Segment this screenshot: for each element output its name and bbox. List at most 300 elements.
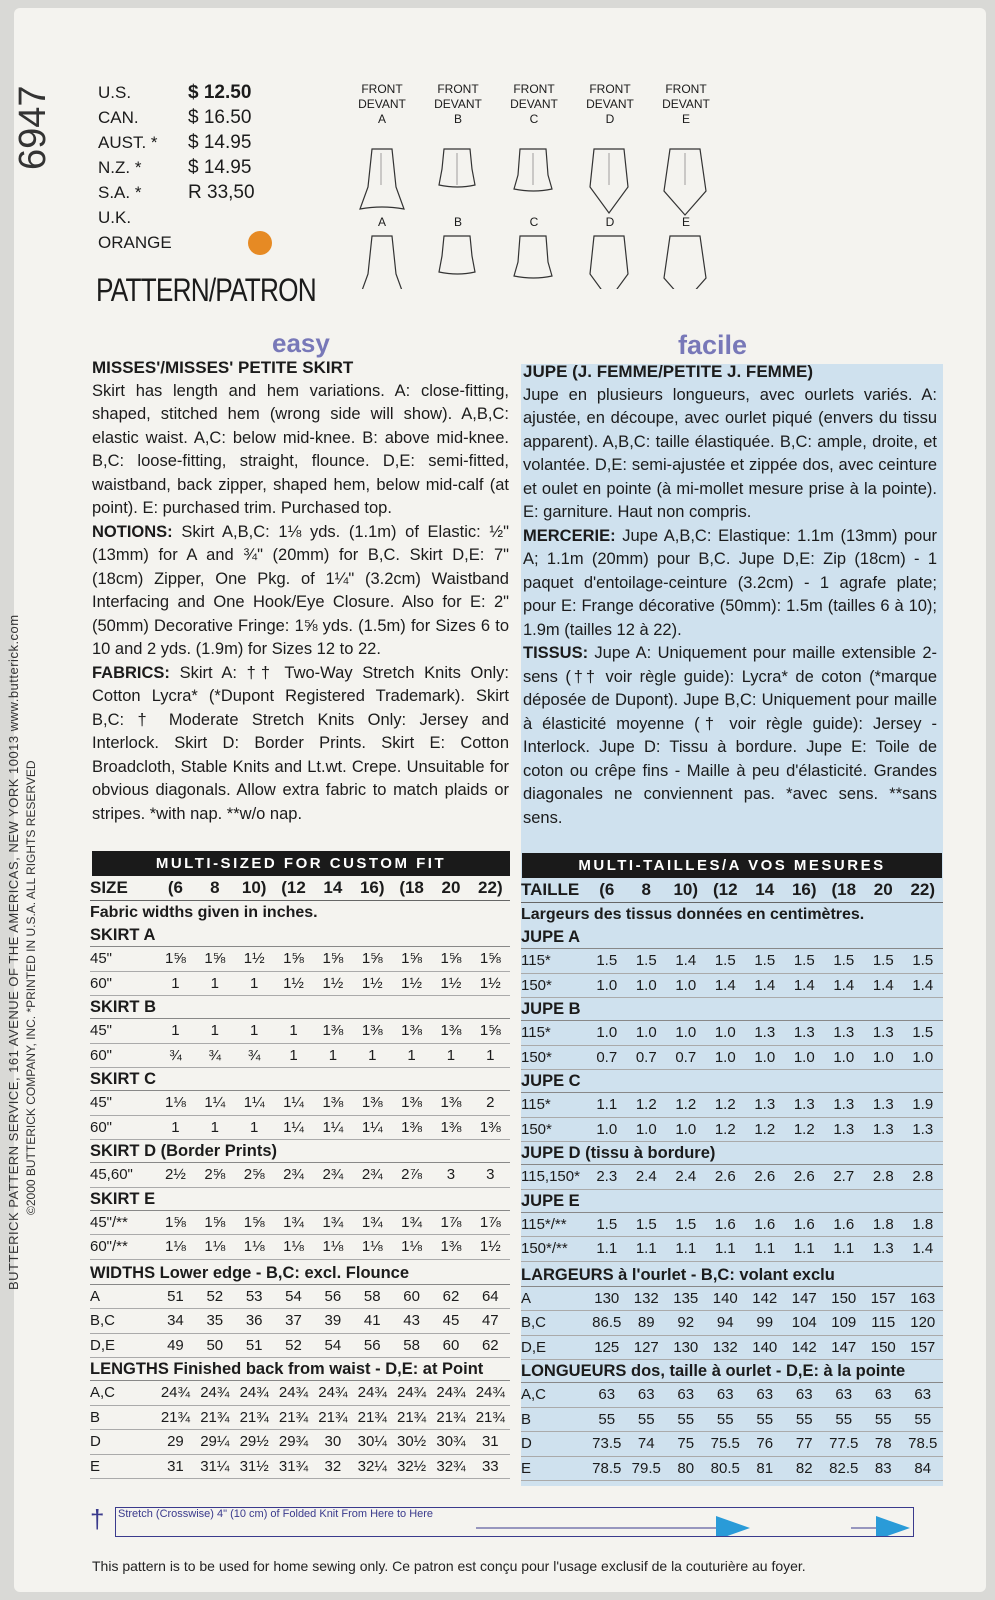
- yardage-cell: 1.1: [635, 1240, 657, 1258]
- length-cell: 21¾: [278, 1408, 309, 1426]
- length-cell: 78.5: [592, 1459, 622, 1477]
- yardage-row: [90, 1163, 510, 1188]
- yardage-cell: 1⅝: [204, 1213, 226, 1231]
- yardage-row: [521, 1213, 943, 1238]
- yardage-cell: 1⅜: [361, 1094, 383, 1112]
- width-cell: 49: [167, 1336, 184, 1354]
- price-row: [98, 180, 272, 205]
- fabric-width: 115*: [521, 952, 551, 970]
- yardage-cell: 1.1: [675, 1240, 697, 1258]
- yardage-cell: 1½: [479, 974, 501, 992]
- english-notions: NOTIONS: Skirt A,B,C: 1⅛ yds. (1.1m) of Elastic: ½" (13mm) for A and ¾" (20mm) for B,C. Skirt D,E: 7" (18cm) Zipper, One Pkg. of 1¼" (3.2cm) Waistband Interfacing and One Hook/Eye Closure. Also for E: 2" (50mm) Decorative Fringe: 1⅝ yds. (1.5m) for Sizes 6 to 10 and 2 yds. (1.9m) for Sizes 12 to 22.: [92, 522, 509, 658]
- length-cell: 30½: [397, 1433, 427, 1451]
- fabric-width: 150*: [521, 976, 552, 994]
- back-view-c: [502, 215, 566, 289]
- length-cell: 77.5: [829, 1435, 859, 1453]
- width-cell: 60: [442, 1336, 460, 1354]
- fabric-width: 115,150*: [521, 1168, 580, 1186]
- fabric-widths-note: Largeurs des tissus données en centimètres.: [521, 906, 865, 923]
- yardage-cell: 1.1: [714, 1240, 736, 1258]
- yardage-row: [90, 972, 510, 997]
- width-cell: 130: [673, 1338, 699, 1356]
- yardage-cell: 1⅝: [165, 950, 186, 968]
- width-cell: 147: [831, 1338, 857, 1356]
- length-cell: 31: [167, 1457, 184, 1475]
- yardage-cell: 1⅛: [243, 1238, 265, 1256]
- yardage-cell: 2⅞: [401, 1166, 423, 1184]
- yardage-row: [521, 1046, 943, 1071]
- yardage-cell: 1⅜: [401, 1022, 423, 1040]
- width-cell: 99: [756, 1314, 774, 1332]
- length-cell: 32¼: [357, 1457, 387, 1475]
- yardage-row: [521, 1021, 943, 1046]
- size-cell: (12: [281, 878, 306, 897]
- length-cell: 21¾: [436, 1408, 466, 1426]
- stretch-gauge-text: Stretch (Crosswise) 4" (10 cm) of Folded Knit From Here to Here: [118, 1508, 434, 1520]
- yardage-cell: 1.1: [596, 1096, 618, 1114]
- yardage-cell: 0.7: [635, 1048, 657, 1066]
- length-row: [90, 1406, 510, 1431]
- length-cell: 24¾: [436, 1384, 466, 1402]
- length-cell: 55: [716, 1410, 734, 1428]
- yardage-cell: 1.0: [675, 1024, 697, 1042]
- yardage-cell: 1¼: [283, 1094, 304, 1112]
- length-cell: 24¾: [475, 1384, 505, 1402]
- yardage-cell: 1¼: [361, 1118, 383, 1136]
- length-cell: 63: [756, 1386, 774, 1404]
- yardage-cell: 1⅜: [440, 1238, 462, 1256]
- yardage-cell: 1.6: [714, 1215, 736, 1233]
- yardage-cell: 1.0: [596, 1024, 618, 1042]
- size-cell: (6: [599, 880, 615, 899]
- length-cell: 31½: [239, 1457, 269, 1475]
- back-view-d: [578, 215, 642, 289]
- yardage-cell: 1¼: [283, 1118, 304, 1136]
- width-view: A: [90, 1287, 101, 1305]
- price-row: [98, 155, 272, 180]
- price-country: ORANGE: [98, 232, 172, 252]
- length-cell: 31¼: [200, 1457, 230, 1475]
- yardage-cell: 1⅜: [440, 1118, 462, 1136]
- yardage-cell: 1.0: [596, 976, 618, 994]
- yardage-cell: 1⅛: [204, 1238, 226, 1256]
- yardage-cell: 1.6: [833, 1215, 855, 1233]
- width-cell: 43: [403, 1312, 420, 1330]
- length-cell: 29¾: [278, 1433, 309, 1451]
- yardage-cell: 1⅜: [322, 1094, 344, 1112]
- fabric-width: 115*: [521, 1096, 551, 1114]
- yardage-cell: 1.0: [635, 1024, 657, 1042]
- width-cell: 127: [633, 1338, 659, 1356]
- yardage-cell: 1⅜: [361, 1022, 383, 1040]
- yardage-cell: 1½: [440, 974, 462, 992]
- yardage-cell: 1.5: [793, 952, 815, 970]
- yardage-cell: 1.8: [912, 1215, 934, 1233]
- length-cell: 55: [874, 1410, 892, 1428]
- width-cell: 140: [752, 1338, 778, 1356]
- yardage-cell: 1.0: [912, 1048, 934, 1066]
- price-value: $ 14.95: [188, 131, 252, 153]
- yardage-row: [521, 974, 943, 999]
- yardage-cell: 1: [407, 1046, 416, 1064]
- french-desc: Jupe en plusieurs longueurs, avec ourlets variés. A: ajustée, en découpe, avec ourlet piqué (envers du tissu apparent). A,B,C: taille élastiquée. B,C: ample, droite, et volantée. D,E: semi-ajustée et zippée dos, avec ceinture et oulet en pointe (à mi-mollet mesure prise à la pointe). E: garniture. Haut non compris.: [523, 385, 937, 521]
- yardage-cell: 1½: [243, 950, 265, 968]
- length-cell: 30¾: [436, 1433, 466, 1451]
- yardage-cell: 1.2: [675, 1096, 697, 1114]
- fabric-widths-note: Fabric widths given in inches.: [90, 904, 318, 921]
- size-cell: 8: [641, 880, 651, 899]
- pattern-label: PATTERN/PATRON: [96, 272, 316, 308]
- yardage-cell: 1.4: [912, 1240, 934, 1258]
- length-cell: 63: [914, 1386, 932, 1404]
- view-group-title: SKIRT D (Border Prints): [90, 1140, 510, 1163]
- fabric-width: 115*: [521, 1024, 551, 1042]
- yardage-cell: 1½: [283, 974, 304, 992]
- yardage-cell: 1.5: [596, 1215, 618, 1233]
- yardage-cell: 1⅜: [401, 1094, 423, 1112]
- french-size-bar: MULTI-TAILLES/A VOS MESURES: [522, 853, 942, 878]
- size-cell: 22): [478, 878, 503, 897]
- yardage-cell: 1¾: [283, 1213, 304, 1231]
- size-cell: (18: [399, 878, 424, 897]
- width-cell: 39: [324, 1312, 342, 1330]
- yardage-cell: 3: [486, 1166, 495, 1184]
- yardage-row: [90, 1211, 510, 1236]
- yardage-cell: 2.6: [714, 1168, 736, 1186]
- yardage-cell: 1: [486, 1046, 495, 1064]
- length-cell: 29¼: [200, 1433, 230, 1451]
- yardage-cell: 1: [210, 974, 219, 992]
- yardage-row: [90, 1091, 510, 1116]
- width-cell: 150: [870, 1338, 896, 1356]
- length-row: [90, 1430, 510, 1455]
- yardage-cell: ¾: [208, 1046, 222, 1064]
- yardage-cell: 1: [171, 1118, 180, 1136]
- yardage-cell: 1.0: [754, 1048, 776, 1066]
- fabric-width: 45,60": [90, 1166, 133, 1184]
- yardage-cell: 1.0: [675, 1120, 697, 1138]
- width-row: [521, 1336, 943, 1361]
- yardage-cell: 1⅞: [479, 1213, 501, 1231]
- width-cell: 157: [910, 1338, 936, 1356]
- yardage-cell: 1⅛: [165, 1094, 186, 1112]
- yardage-cell: 1.1: [793, 1240, 815, 1258]
- yardage-cell: 1¼: [204, 1094, 226, 1112]
- yardage-cell: 1⅜: [322, 1022, 344, 1040]
- yardage-cell: 1⅜: [440, 1022, 462, 1040]
- yardage-cell: 1½: [479, 1238, 501, 1256]
- width-cell: 89: [637, 1314, 655, 1332]
- yardage-cell: 2.4: [635, 1168, 657, 1186]
- size-cell: 10): [241, 878, 267, 897]
- yardage-cell: 1: [210, 1022, 219, 1040]
- yardage-cell: 0.7: [675, 1048, 697, 1066]
- view-letter: D: [605, 215, 615, 229]
- yardage-cell: 1.5: [833, 952, 855, 970]
- size-label: SIZE: [90, 878, 128, 897]
- yardage-cell: 1.0: [714, 1024, 736, 1042]
- width-row: [521, 1311, 943, 1336]
- length-cell: 24¾: [239, 1384, 269, 1402]
- yardage-cell: 1.5: [635, 1215, 657, 1233]
- yardage-cell: 1¾: [361, 1213, 383, 1231]
- length-cell: 63: [874, 1386, 892, 1404]
- length-cell: 21¾: [397, 1408, 427, 1426]
- yardage-row: [521, 1237, 943, 1262]
- width-cell: 86.5: [592, 1314, 622, 1332]
- view-letter: E: [681, 112, 690, 126]
- width-cell: 147: [791, 1289, 817, 1307]
- french-description: [523, 360, 937, 830]
- fabric-width: 60": [90, 974, 113, 992]
- yardage-cell: 2.3: [596, 1168, 618, 1186]
- length-row: [521, 1432, 943, 1457]
- stretch-gauge-arrows: [116, 1508, 911, 1536]
- price-country: U.K.: [98, 207, 132, 227]
- width-view: D,E: [90, 1336, 116, 1354]
- yardage-cell: 1.0: [635, 1120, 657, 1138]
- fabric-width: 115*/**: [521, 1215, 567, 1233]
- length-cell: 32: [324, 1457, 342, 1475]
- view-group-title: JUPE E: [521, 1190, 943, 1213]
- length-row: [521, 1383, 943, 1408]
- skirt-back-drawing: [654, 194, 718, 289]
- yardage-cell: 1.0: [833, 1048, 855, 1066]
- width-cell: 53: [245, 1287, 263, 1305]
- yardage-cell: 1⅛: [165, 1238, 186, 1256]
- width-cell: 150: [831, 1289, 857, 1307]
- lengths-title: LENGTHS Finished back from waist - D,E: at Point: [90, 1358, 510, 1381]
- yardage-cell: 1: [249, 1022, 259, 1040]
- width-row: [90, 1309, 510, 1334]
- length-cell: 31¾: [278, 1457, 309, 1475]
- yardage-row: [90, 1044, 510, 1069]
- width-cell: 58: [403, 1336, 420, 1354]
- length-cell: 33: [481, 1457, 499, 1475]
- price-country: S.A. *: [98, 182, 142, 202]
- view-group-title: SKIRT A: [90, 924, 510, 947]
- yardage-cell: 1.5: [596, 952, 618, 970]
- yardage-cell: 2¾: [322, 1166, 344, 1184]
- fabric-width: 45": [90, 1094, 113, 1112]
- skirt-back-drawing: [426, 194, 490, 289]
- yardage-cell: 1¼: [243, 1094, 265, 1112]
- length-cell: 75: [677, 1435, 695, 1453]
- yardage-cell: 1.4: [833, 976, 855, 994]
- width-cell: 56: [363, 1336, 381, 1354]
- width-cell: 115: [871, 1314, 896, 1332]
- length-cell: 63: [835, 1386, 853, 1404]
- yardage-cell: 1⅜: [440, 1094, 462, 1112]
- fabric-width: 150*/**: [521, 1240, 568, 1258]
- length-cell: 55: [835, 1410, 853, 1428]
- yardage-cell: 1.9: [912, 1096, 934, 1114]
- size-cell: 16): [359, 878, 385, 897]
- back-view-e: [654, 215, 718, 289]
- length-cell: 24¾: [278, 1384, 309, 1402]
- length-cell: 79.5: [631, 1459, 661, 1477]
- length-cell: 31: [481, 1433, 499, 1451]
- skirt-back-drawing: [350, 194, 414, 289]
- length-cell: 63: [677, 1386, 695, 1404]
- pattern-number: 6947: [12, 85, 54, 170]
- yardage-cell: 1⅝: [165, 1213, 186, 1231]
- width-cell: 92: [677, 1314, 695, 1332]
- fabric-width: 45": [90, 1022, 113, 1040]
- length-cell: 30: [324, 1433, 342, 1451]
- view-letter: A: [377, 112, 386, 126]
- length-cell: 21¾: [318, 1408, 348, 1426]
- size-cell: 14: [755, 880, 775, 899]
- english-description: [92, 356, 509, 826]
- fabric-width: 150*: [521, 1120, 552, 1138]
- yardage-cell: 1⅝: [243, 1213, 265, 1231]
- yardage-cell: 1.3: [793, 1024, 815, 1042]
- yardage-cell: 1.0: [793, 1048, 815, 1066]
- length-cell: 29: [167, 1433, 184, 1451]
- size-cell: (6: [167, 878, 183, 897]
- width-cell: 34: [167, 1312, 184, 1330]
- yardage-cell: 1¼: [322, 1118, 344, 1136]
- width-cell: 51: [245, 1336, 263, 1354]
- length-row: [90, 1455, 510, 1480]
- view-letter: E: [681, 215, 690, 229]
- width-cell: 56: [324, 1287, 342, 1305]
- yardage-cell: 2¾: [283, 1166, 304, 1184]
- english-yardage-table: [90, 876, 510, 1479]
- yardage-cell: 1.3: [872, 1240, 894, 1258]
- width-cell: 125: [594, 1338, 620, 1356]
- yardage-cell: 1: [328, 1046, 338, 1064]
- yardage-cell: 1⅜: [479, 1118, 501, 1136]
- yardage-cell: 1: [171, 974, 180, 992]
- yardage-cell: 1: [249, 974, 259, 992]
- width-cell: 132: [633, 1289, 659, 1307]
- yardage-row: [521, 1165, 943, 1190]
- length-cell: 30¼: [357, 1433, 387, 1451]
- yardage-cell: 1.4: [675, 952, 697, 970]
- yardage-cell: 1: [446, 1046, 456, 1064]
- length-cell: 29½: [239, 1433, 269, 1451]
- yardage-cell: 1.2: [754, 1120, 776, 1138]
- yardage-cell: 1⅜: [401, 1118, 423, 1136]
- facile-label: facile: [678, 330, 748, 360]
- length-cell: 32½: [397, 1457, 427, 1475]
- length-cell: 63: [795, 1386, 813, 1404]
- length-view: D: [521, 1435, 532, 1453]
- view-devant: DEVANT: [586, 97, 634, 111]
- length-cell: 55: [795, 1410, 813, 1428]
- price-value: $ 14.95: [188, 156, 252, 178]
- view-letter: D: [605, 112, 615, 126]
- yardage-cell: 1.3: [833, 1096, 855, 1114]
- copyright-notice: ©2000 BUTTERICK COMPANY, INC. *PRINTED IN U.S.A. ALL RIGHTS RESERVED: [24, 760, 38, 1215]
- yardage-cell: 1.6: [793, 1215, 815, 1233]
- yardage-cell: 1⅛: [361, 1238, 383, 1256]
- yardage-cell: 1⅝: [401, 950, 423, 968]
- price-row: [98, 105, 272, 130]
- widths-title: LARGEURS à l'ourlet - B,C: volant exclu: [521, 1264, 943, 1287]
- width-cell: 51: [167, 1287, 184, 1305]
- yardage-cell: 1.2: [714, 1096, 736, 1114]
- width-cell: 52: [206, 1287, 224, 1305]
- yardage-cell: 1.3: [872, 1024, 894, 1042]
- yardage-cell: 2.8: [912, 1168, 934, 1186]
- length-cell: 21¾: [357, 1408, 387, 1426]
- length-cell: 21¾: [239, 1408, 269, 1426]
- easy-label: easy: [272, 328, 330, 358]
- price-country: U.S.: [98, 82, 132, 102]
- view-group-title: SKIRT E: [90, 1188, 510, 1211]
- yardage-cell: 1.5: [675, 1215, 697, 1233]
- length-cell: 63: [716, 1386, 734, 1404]
- view-devant: DEVANT: [662, 97, 710, 111]
- yardage-cell: 1.1: [833, 1240, 855, 1258]
- length-row: [521, 1408, 943, 1433]
- width-cell: 35: [206, 1312, 224, 1330]
- fabric-width: 150*: [521, 1048, 552, 1066]
- yardage-cell: 1.3: [872, 1120, 894, 1138]
- yardage-cell: 1⅛: [401, 1238, 423, 1256]
- yardage-cell: 2⅝: [243, 1166, 265, 1184]
- yardage-cell: 1.3: [912, 1120, 934, 1138]
- length-cell: 80: [677, 1459, 695, 1477]
- yardage-cell: ¾: [169, 1046, 182, 1064]
- dagger-mark: †: [90, 1504, 105, 1534]
- yardage-cell: 1.0: [872, 1048, 894, 1066]
- size-header-row: [90, 876, 510, 901]
- yardage-cell: 1.2: [714, 1120, 736, 1138]
- yardage-cell: 1.4: [872, 976, 894, 994]
- yardage-cell: ¾: [247, 1046, 261, 1064]
- yardage-cell: 1½: [322, 974, 344, 992]
- view-devant: DEVANT: [434, 97, 482, 111]
- view-front: FRONT: [513, 82, 555, 96]
- yardage-cell: 1.4: [793, 976, 815, 994]
- yardage-cell: 2.8: [872, 1168, 894, 1186]
- width-cell: 130: [594, 1289, 620, 1307]
- view-front: FRONT: [665, 82, 707, 96]
- length-cell: 83: [874, 1459, 892, 1477]
- length-cell: 55: [677, 1410, 695, 1428]
- length-cell: 24¾: [160, 1384, 191, 1402]
- price-row: [98, 130, 272, 155]
- width-row: [90, 1334, 510, 1359]
- stretch-gauge: [115, 1507, 914, 1537]
- price-row: [98, 230, 272, 255]
- yardage-cell: 1.3: [754, 1024, 776, 1042]
- yardage-cell: 1⅝: [322, 950, 344, 968]
- size-header-row: [521, 878, 943, 903]
- length-cell: 82: [795, 1459, 813, 1477]
- yardage-cell: 1.0: [675, 976, 697, 994]
- yardage-cell: 2⅝: [204, 1166, 226, 1184]
- lengths-title: LONGUEURS dos, taille à ourlet - D,E: à la pointe: [521, 1360, 943, 1383]
- yardage-cell: 1.1: [596, 1240, 618, 1258]
- widths-title: WIDTHS Lower edge - B,C: excl. Flounce: [90, 1262, 510, 1285]
- yardage-cell: 1.2: [635, 1096, 657, 1114]
- view-devant: DEVANT: [510, 97, 558, 111]
- english-fabrics: FABRICS: Skirt A: †† Two-Way Stretch Knits Only: Cotton Lycra* (*Dupont Registered Trademark). Skirt B,C: † Moderate Stretch Knits Only: Jersey and Interlock. Skirt D: Border Prints. Skirt E: Cotton Broadcloth, Stable Knits and Lt.wt. Crepe. Unsuitable for obvious diagonals. Allow extra fabric to match plaids or stripes. *with nap. **w/o nap.: [92, 663, 509, 823]
- english-title: MISSES'/MISSES' PETITE SKIRT: [92, 358, 354, 377]
- yardage-cell: 2.6: [754, 1168, 776, 1186]
- width-cell: 142: [752, 1289, 778, 1307]
- skirt-back-drawing: [578, 194, 642, 289]
- yardage-cell: 1.5: [635, 952, 657, 970]
- yardage-cell: 1⅝: [479, 1022, 501, 1040]
- size-cell: 10): [673, 880, 699, 899]
- view-letter: C: [529, 215, 539, 229]
